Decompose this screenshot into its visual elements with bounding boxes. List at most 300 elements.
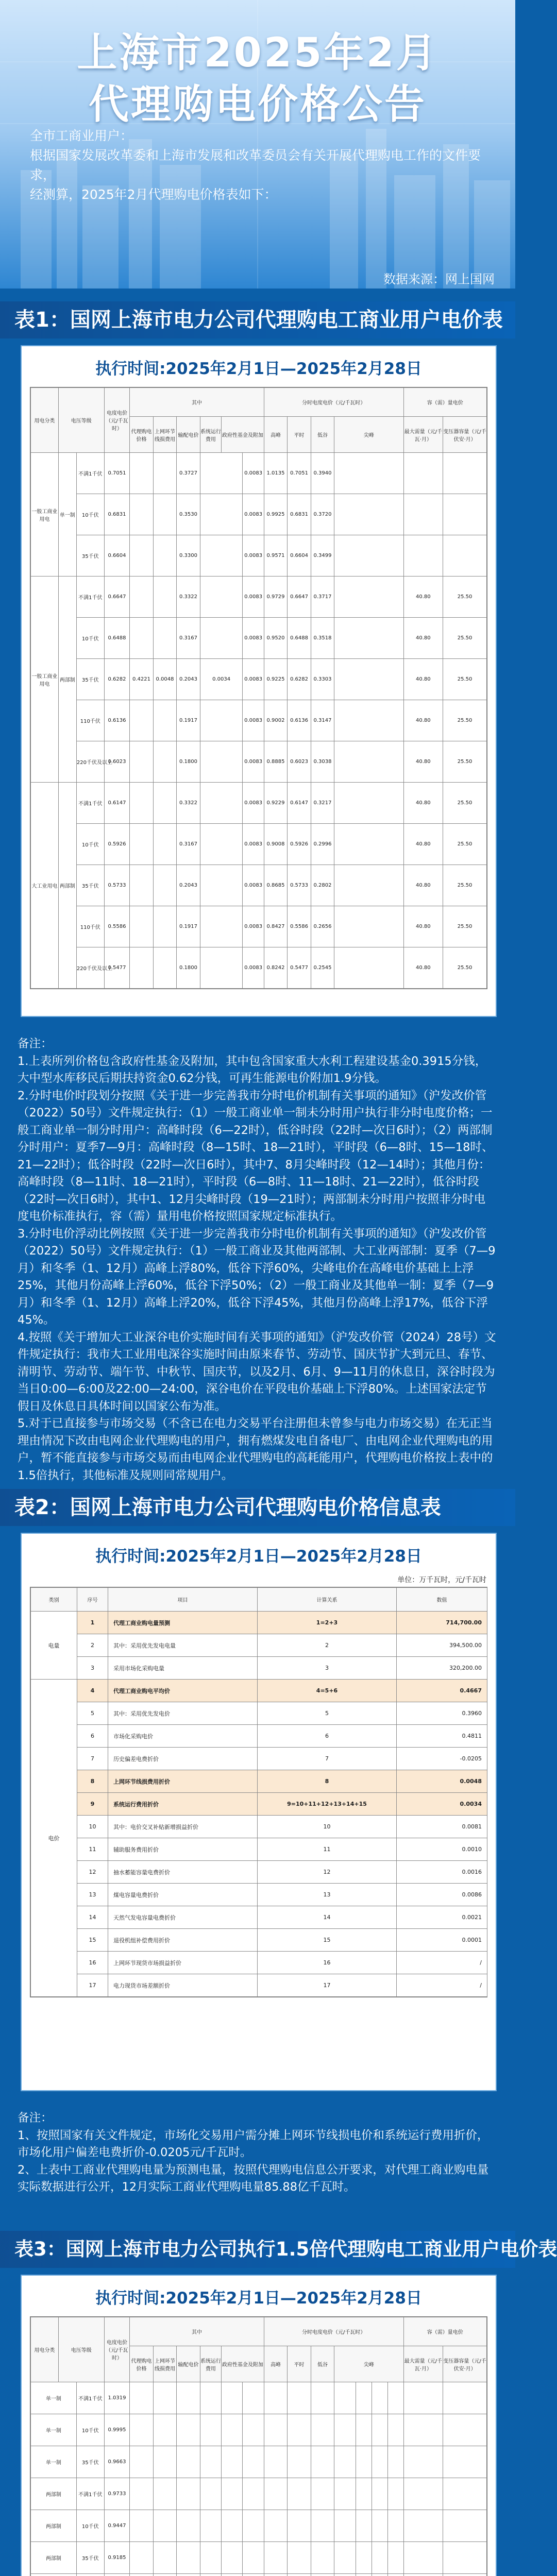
table-cell: 6	[77, 1725, 108, 1748]
table-cell	[200, 947, 243, 989]
table-cell: 天然气发电容量电费折价	[108, 1906, 258, 1929]
hero-banner	[0, 0, 515, 289]
table-cell: 辅助服务费用折价	[108, 1838, 258, 1861]
table-cell: 0.5586	[288, 906, 311, 947]
table-cell	[334, 2478, 356, 2510]
table-cell: 0.3167	[177, 618, 200, 659]
table-cell: 0.9225	[264, 659, 287, 700]
col-header: 用电分类	[31, 388, 59, 453]
table-cell	[200, 618, 243, 659]
row-category: 大工业用电	[31, 783, 59, 989]
table-cell: 0.9520	[264, 618, 287, 659]
tariff-1-5x-table	[30, 2317, 487, 2576]
table-cell: 2	[258, 1634, 397, 1657]
table-row	[31, 1770, 487, 1793]
table-cell: 220千伏及以上	[76, 947, 104, 989]
table-cell: 25.50	[443, 741, 487, 783]
table-cell: 40.80	[403, 618, 443, 659]
table3-title: 表3：国网上海市电力公司执行1.5倍代理购电工商业用户电价表	[0, 2231, 515, 2268]
table-row	[31, 2574, 487, 2576]
col-header: 代理购电价格	[130, 417, 153, 453]
table-cell	[177, 2382, 200, 2414]
table-cell	[443, 2382, 487, 2414]
table-cell	[264, 2510, 287, 2542]
table-cell	[153, 453, 176, 494]
table-cell: 退役机组补偿费用折价	[108, 1929, 258, 1952]
table-cell	[130, 824, 153, 865]
table-cell	[177, 2414, 200, 2446]
table-cell: 10千伏	[76, 2510, 104, 2542]
table-cell	[356, 2542, 372, 2574]
note-item: 1.上表所列价格包含政府性基金及附加，其中包含国家重大水利工程建设基金0.3915分钱，大中型水库移民后期扶持资金0.62分钱，可再生能源电价附加1.9分钱。	[18, 1054, 487, 1085]
table-cell: 0.0083	[243, 906, 264, 947]
table-cell	[153, 906, 176, 947]
table-cell: 0.0081	[397, 1816, 487, 1838]
table-cell: 系统运行费用折价	[108, 1793, 258, 1816]
table-cell	[387, 2510, 403, 2542]
table-cell	[387, 2542, 403, 2574]
table-row	[31, 1793, 487, 1816]
table-cell: 0.0048	[153, 659, 176, 700]
table-cell	[311, 2574, 334, 2576]
table-cell	[311, 2542, 334, 2574]
table-row	[31, 2510, 487, 2542]
col-header: 上网环节线损费用	[153, 417, 176, 453]
table-cell: 0.0083	[243, 824, 264, 865]
table-cell	[130, 783, 153, 824]
table-cell: 40.80	[403, 659, 443, 700]
table-cell	[356, 2510, 372, 2542]
table-row	[31, 1884, 487, 1906]
intro-line: 全市工商业用户：	[30, 128, 133, 143]
col-header: 用电分类	[31, 2317, 59, 2382]
row-category: 电量	[31, 1612, 77, 1680]
col-header: 输配电价	[177, 417, 200, 453]
table-cell	[153, 2414, 176, 2446]
table2-unit: 单位：万千瓦时，元/千瓦时	[397, 1576, 486, 1584]
table-cell	[200, 783, 243, 824]
table2-sheet	[30, 1587, 487, 1997]
table-row	[31, 618, 487, 659]
table-row	[31, 1657, 487, 1680]
table-cell: 0.9447	[104, 2510, 130, 2542]
table-cell	[222, 2478, 243, 2510]
table-cell: 25.50	[443, 577, 487, 618]
table-cell	[177, 2510, 200, 2542]
table-cell: 10千伏	[76, 2414, 104, 2446]
col-header: 尖峰	[334, 2346, 403, 2382]
table-cell: 0.9008	[264, 824, 287, 865]
table-cell: 4=5+6	[258, 1680, 397, 1702]
table-cell: 两部制	[31, 2510, 77, 2542]
table-row	[31, 700, 487, 741]
table-cell: 0.3720	[311, 494, 334, 535]
table-cell: 0.6023	[104, 741, 130, 783]
table-cell: 220千伏及以上	[76, 741, 104, 783]
table-cell: 5	[258, 1702, 397, 1725]
table-cell: 0.9185	[104, 2542, 130, 2574]
data-source: 数据来源：网上国网	[383, 272, 495, 286]
note-item: 2.分时电价时段划分按照《关于进一步完善我市分时电价机制有关事项的通知》（沪发改价管（2022）50号）文件规定执行：（1）一般工商业单一制未分时用户执行非分时电度价格；一般工商业单一制分时用户：高峰时段（6—22时），低谷时段（22时—次日6时）；（2）两部制分时用户：夏季7—9月：高峰时段（8—15时、18—21时），平时段（6—8时、15—18时、21—22时）；低谷时段（22时—次日6时），其中7、8月尖峰时段（12—14时）；其他月份：高峰时段（8—11时、18—21时），平时段（6—8时、11—18时、21—22时），低谷时段（22时—次日6时），其中1、12月尖峰时段（19—21时）；两部制未分时用户按照非分时电度电价标准执行，容（需）量用电价格按照国家规定标准执行。	[18, 1089, 494, 1223]
table-cell	[334, 2574, 356, 2576]
intro-line: 经测算，2025年2月代理购电价格表如下：	[30, 187, 277, 202]
table-cell	[222, 2542, 243, 2574]
table-cell: 煤电容量电费折价	[108, 1884, 258, 1906]
intro-line: 根据国家发展改革委和上海市发展和改革委员会有关开展代理购电工作的文件要求，	[30, 148, 481, 182]
table-cell	[372, 2574, 387, 2576]
table-cell: 0.3038	[311, 741, 334, 783]
table-row	[31, 947, 487, 989]
table-cell: 0.0083	[243, 783, 264, 824]
row-category: 一般工商业用电	[31, 577, 59, 783]
table-cell	[130, 700, 153, 741]
table-cell	[243, 2446, 264, 2478]
table-row	[31, 2478, 487, 2510]
table-row	[31, 1634, 487, 1657]
table2-notes	[18, 2110, 497, 2196]
col-header: 低谷	[311, 417, 334, 453]
table-cell	[264, 2414, 287, 2446]
table-cell: 不满1千伏	[76, 2478, 104, 2510]
table-cell	[387, 2574, 403, 2576]
col-header: 变压器容量（元/千伏安·月）	[443, 417, 487, 453]
table-cell	[200, 494, 243, 535]
table-cell: 40.80	[403, 865, 443, 906]
table-cell: 0.6023	[288, 741, 311, 783]
table-cell: 0.6831	[288, 494, 311, 535]
table-cell: 0.6831	[104, 494, 130, 535]
table-cell	[153, 741, 176, 783]
table-cell: 35千伏	[76, 865, 104, 906]
table-cell	[334, 865, 403, 906]
table-cell: 0.0083	[243, 700, 264, 741]
notes-heading: 备注：	[18, 1037, 53, 1050]
table-cell: 13	[258, 1884, 397, 1906]
col-header: 项目	[108, 1588, 258, 1612]
table-cell	[356, 2414, 372, 2446]
table-cell: 0.0010	[397, 1838, 487, 1861]
table-cell: 0.2802	[311, 865, 334, 906]
table-cell: 25.50	[443, 659, 487, 700]
table-cell: 16	[77, 1952, 108, 1974]
note-item: 3.分时电价浮动比例按照《关于进一步完善我市分时电价机制有关事项的通知》（沪发改价管（2022）50号）文件规定执行：（1）一般工商业及其他两部制、大工业两部制：夏季（7—9月）和冬季（1、12月）高峰上浮80%，低谷下浮60%，尖峰电价在高峰电价基础上上浮25%，其他月份高峰上浮60%，低谷下浮50%；（2）一般工商业及其他单一制：夏季（7—9月）和冬季（1、12月）高峰上浮20%，低谷下浮45%，其他月份高峰上浮17%，低谷下浮45%。	[18, 1227, 496, 1327]
table-cell: 0.5477	[288, 947, 311, 989]
col-header: 低谷	[311, 2346, 334, 2382]
table-cell: 10千伏	[76, 824, 104, 865]
col-header: 类别	[31, 1588, 77, 1612]
table-cell	[200, 906, 243, 947]
table-cell: 16	[258, 1952, 397, 1974]
table-cell: 714,700.00	[397, 1612, 487, 1634]
table-cell	[153, 2510, 176, 2542]
table-cell: 0.1800	[177, 741, 200, 783]
table-cell: 3	[258, 1657, 397, 1680]
table-row	[31, 824, 487, 865]
table-cell	[334, 453, 403, 494]
table-cell: 1=2+3	[258, 1612, 397, 1634]
table-cell: 0.5926	[288, 824, 311, 865]
table-cell: 9	[77, 1793, 108, 1816]
table-cell: 320,200.00	[397, 1657, 487, 1680]
table-cell: 40.80	[403, 700, 443, 741]
table-cell	[403, 2542, 443, 2574]
table-cell	[334, 783, 403, 824]
table-cell	[153, 824, 176, 865]
table-cell: 12	[258, 1861, 397, 1884]
table-cell: 40.80	[403, 783, 443, 824]
table-cell: 0.2043	[177, 865, 200, 906]
table-cell	[130, 2510, 153, 2542]
table-cell	[243, 2574, 264, 2576]
table-cell: 25.50	[443, 824, 487, 865]
table-cell: 7	[258, 1748, 397, 1770]
note-item: 5.对于已直接参与市场交易（不含已在电力交易平台注册但未曾参与电力市场交易）在无正当理由情况下改由电网企业代理购电的用户，拥有燃煤发电自备电厂、由电网企业代理购电的用户，暂不能直接参与市场交易而由电网企业代理购电的高耗能用户，代理购电价格按上表中的1.5倍执行，其他标准及规则同常规用户。	[18, 1417, 493, 1482]
table-cell: 代理工商业购电平均价	[108, 1680, 258, 1702]
table-cell: 0.9663	[104, 2446, 130, 2478]
table-cell: 17	[258, 1974, 397, 1997]
table-cell	[31, 2574, 77, 2576]
table-cell	[334, 494, 403, 535]
table-cell: 40.80	[403, 906, 443, 947]
col-header: 政府性基金及附加	[222, 2346, 264, 2382]
table-cell: 0.0083	[243, 741, 264, 783]
table-row	[31, 741, 487, 783]
col-header: 上网环节线损费用	[153, 2346, 176, 2382]
table-cell: 9=10+11+12+13+14+15	[258, 1793, 397, 1816]
table-cell: 0.0083	[243, 947, 264, 989]
notes-heading: 备注：	[18, 2111, 53, 2125]
table-cell: 0.5477	[104, 947, 130, 989]
table-cell	[130, 2478, 153, 2510]
table-cell	[200, 2478, 221, 2510]
table-row	[31, 1861, 487, 1884]
table-cell: 0.0034	[200, 659, 243, 700]
table-cell: 0.6647	[288, 577, 311, 618]
table-cell: 0.8885	[264, 741, 287, 783]
table-cell	[200, 824, 243, 865]
table-cell: 11	[258, 1838, 397, 1861]
table-cell	[288, 2574, 311, 2576]
table-cell	[130, 618, 153, 659]
table-cell	[200, 453, 243, 494]
table-cell	[153, 2382, 176, 2414]
table-cell: 0.9571	[264, 535, 287, 577]
table-cell	[288, 2446, 311, 2478]
table-cell: 0.0083	[243, 535, 264, 577]
table-row	[31, 2414, 487, 2446]
table-cell: 0.9229	[264, 783, 287, 824]
table-cell: 单一制	[31, 2414, 77, 2446]
table-cell: 1	[77, 1612, 108, 1634]
table-cell	[153, 947, 176, 989]
table-cell	[153, 618, 176, 659]
table-row	[31, 453, 487, 494]
table-cell: 1.0135	[264, 453, 287, 494]
table-row	[31, 2542, 487, 2574]
table-cell: 0.3303	[311, 659, 334, 700]
table-cell	[222, 2510, 243, 2542]
table-row	[31, 1974, 487, 1997]
table-cell: 0.6136	[104, 700, 130, 741]
table-cell	[288, 2382, 311, 2414]
table-cell: 采用市场化采购电量	[108, 1657, 258, 1680]
table-cell	[200, 865, 243, 906]
table-cell: 抽水蓄能容量电费折价	[108, 1861, 258, 1884]
table-row	[31, 494, 487, 535]
table-cell: 3	[77, 1657, 108, 1680]
table-cell: 0.6136	[288, 700, 311, 741]
table-cell	[200, 2574, 221, 2576]
table-cell	[76, 2574, 104, 2576]
table-cell: 0.9002	[264, 700, 287, 741]
row-category: 电价	[31, 1680, 77, 1997]
table-cell: 单一制	[31, 2382, 77, 2414]
table-cell	[153, 2542, 176, 2574]
table-cell	[387, 2414, 403, 2446]
table2-title: 表2：国网上海市电力公司代理购电价格信息表	[0, 1489, 515, 1526]
table-cell: 上网环节现货市场损益折价	[108, 1952, 258, 1974]
col-header: 数值	[397, 1588, 487, 1612]
col-header: 系统运行费用	[200, 2346, 221, 2382]
table-cell: 0.4667	[397, 1680, 487, 1702]
table1-title: 表1：国网上海市电力公司代理购电工商业用户电价表	[0, 301, 515, 338]
table-cell	[288, 2414, 311, 2446]
table-cell	[311, 2510, 334, 2542]
table-cell: 0.6604	[104, 535, 130, 577]
table-cell	[130, 494, 153, 535]
table-cell	[403, 535, 443, 577]
table-cell	[443, 535, 487, 577]
table-row	[31, 535, 487, 577]
table-cell: 0.0034	[397, 1793, 487, 1816]
table-cell: 12	[77, 1861, 108, 1884]
col-header: 最大需量（元/千瓦·月）	[403, 417, 443, 453]
table-cell	[334, 2510, 356, 2542]
col-header: 尖峰	[334, 417, 403, 453]
table-cell: 0.6488	[104, 618, 130, 659]
table-cell: 0.3322	[177, 577, 200, 618]
table-row	[31, 1748, 487, 1770]
table-row	[31, 1838, 487, 1861]
table-row	[31, 1725, 487, 1748]
table-cell: 0.6282	[288, 659, 311, 700]
table-cell	[200, 2414, 221, 2446]
table-cell	[200, 2446, 221, 2478]
price-info-table	[30, 1587, 487, 1997]
table-cell	[403, 2446, 443, 2478]
table-cell: 25.50	[443, 618, 487, 659]
table-cell: 35千伏	[76, 2446, 104, 2478]
table-cell: -0.0205	[397, 1748, 487, 1770]
table-cell: 8	[77, 1770, 108, 1793]
note-item: 4.按照《关于增加大工业深谷电价实施时间有关事项的通知》（沪发改价管（2024）28号）文件规定执行：我市大工业用电深谷实施时间由原来春节、劳动节、国庆节扩大到元旦、春节、清明节、劳动节、端午节、中秋节、国庆节，以及2月、6月、9—11月的休息日，深谷时段为当日0:00—6:00及22:00—24:00，深谷电价在平段电价基础上下浮80%。上述国家法定节假日及休息日具体时间以国家公布为准。	[18, 1330, 496, 1413]
table3-panel	[21, 2275, 497, 2576]
table-cell	[372, 2542, 387, 2574]
table-cell	[222, 2574, 243, 2576]
table-cell: 0.6147	[104, 783, 130, 824]
table-cell: 其中：采用优先发电价	[108, 1702, 258, 1725]
table-cell	[130, 535, 153, 577]
col-header: 分时电度电价（元/千瓦时）	[264, 388, 403, 417]
table-cell	[372, 2446, 387, 2478]
table-cell	[200, 577, 243, 618]
row-subcategory: 单一制	[58, 453, 76, 577]
table-cell: 0.5586	[104, 906, 130, 947]
table-cell: 0.9733	[104, 2478, 130, 2510]
table-cell: 17	[77, 1974, 108, 1997]
table-cell: 0.3300	[177, 535, 200, 577]
table-cell: 0.8685	[264, 865, 287, 906]
table-cell	[334, 659, 403, 700]
table-cell: 0.3518	[311, 618, 334, 659]
table-cell	[403, 453, 443, 494]
table-cell	[177, 2574, 200, 2576]
table2-panel	[21, 1533, 497, 2091]
col-header: 其中	[130, 2317, 264, 2346]
table-cell: 40.80	[403, 947, 443, 989]
table-cell: 14	[258, 1906, 397, 1929]
table-cell: 0.3217	[311, 783, 334, 824]
table-cell: 40.80	[403, 824, 443, 865]
col-header: 代理购电价格	[130, 2346, 153, 2382]
table-cell: 10	[77, 1816, 108, 1838]
table-cell	[264, 2478, 287, 2510]
col-header: 电度电价（元/千瓦时）	[104, 388, 130, 453]
table-row	[31, 2446, 487, 2478]
table-cell: 11	[77, 1838, 108, 1861]
table-cell	[130, 577, 153, 618]
table-cell: 13	[77, 1884, 108, 1906]
table-cell	[130, 2414, 153, 2446]
table-cell: 其中：采用优先发电电量	[108, 1634, 258, 1657]
table-cell	[153, 700, 176, 741]
table-cell: 0.0083	[243, 494, 264, 535]
table-cell	[372, 2510, 387, 2542]
table-row	[31, 1612, 487, 1634]
table-cell	[200, 2382, 221, 2414]
table-cell: 0.3960	[397, 1702, 487, 1725]
col-header: 变压器容量（元/千伏安·月）	[443, 2346, 487, 2382]
table-cell	[264, 2542, 287, 2574]
table-cell	[403, 2382, 443, 2414]
table-cell: 35千伏	[76, 659, 104, 700]
table-cell	[153, 494, 176, 535]
table-cell	[177, 2446, 200, 2478]
table-cell	[403, 2414, 443, 2446]
table-cell: 0.0048	[397, 1770, 487, 1793]
table-cell: 不满1千伏	[76, 2382, 104, 2414]
col-header: 平时	[288, 417, 311, 453]
table-cell: 不满1千伏	[76, 577, 104, 618]
table-cell	[356, 2478, 372, 2510]
table-cell: 10千伏	[76, 618, 104, 659]
table-cell	[153, 577, 176, 618]
table1-notes	[18, 1036, 497, 1484]
table-cell	[104, 2574, 130, 2576]
row-category: 一般工商业用电	[31, 453, 59, 577]
table-cell	[243, 2478, 264, 2510]
table-cell: 0.9925	[264, 494, 287, 535]
table-cell	[222, 2414, 243, 2446]
table1-period: 执行时间:2025年2月1日—2025年2月28日	[95, 360, 422, 378]
table-cell	[334, 947, 403, 989]
page-title-line2: 代理购电价格公告	[88, 81, 427, 128]
table-cell	[153, 865, 176, 906]
table-cell: 不满1千伏	[76, 453, 104, 494]
table-cell: 0.0001	[397, 1929, 487, 1952]
table-cell: 0.6488	[288, 618, 311, 659]
table-cell	[130, 2574, 153, 2576]
